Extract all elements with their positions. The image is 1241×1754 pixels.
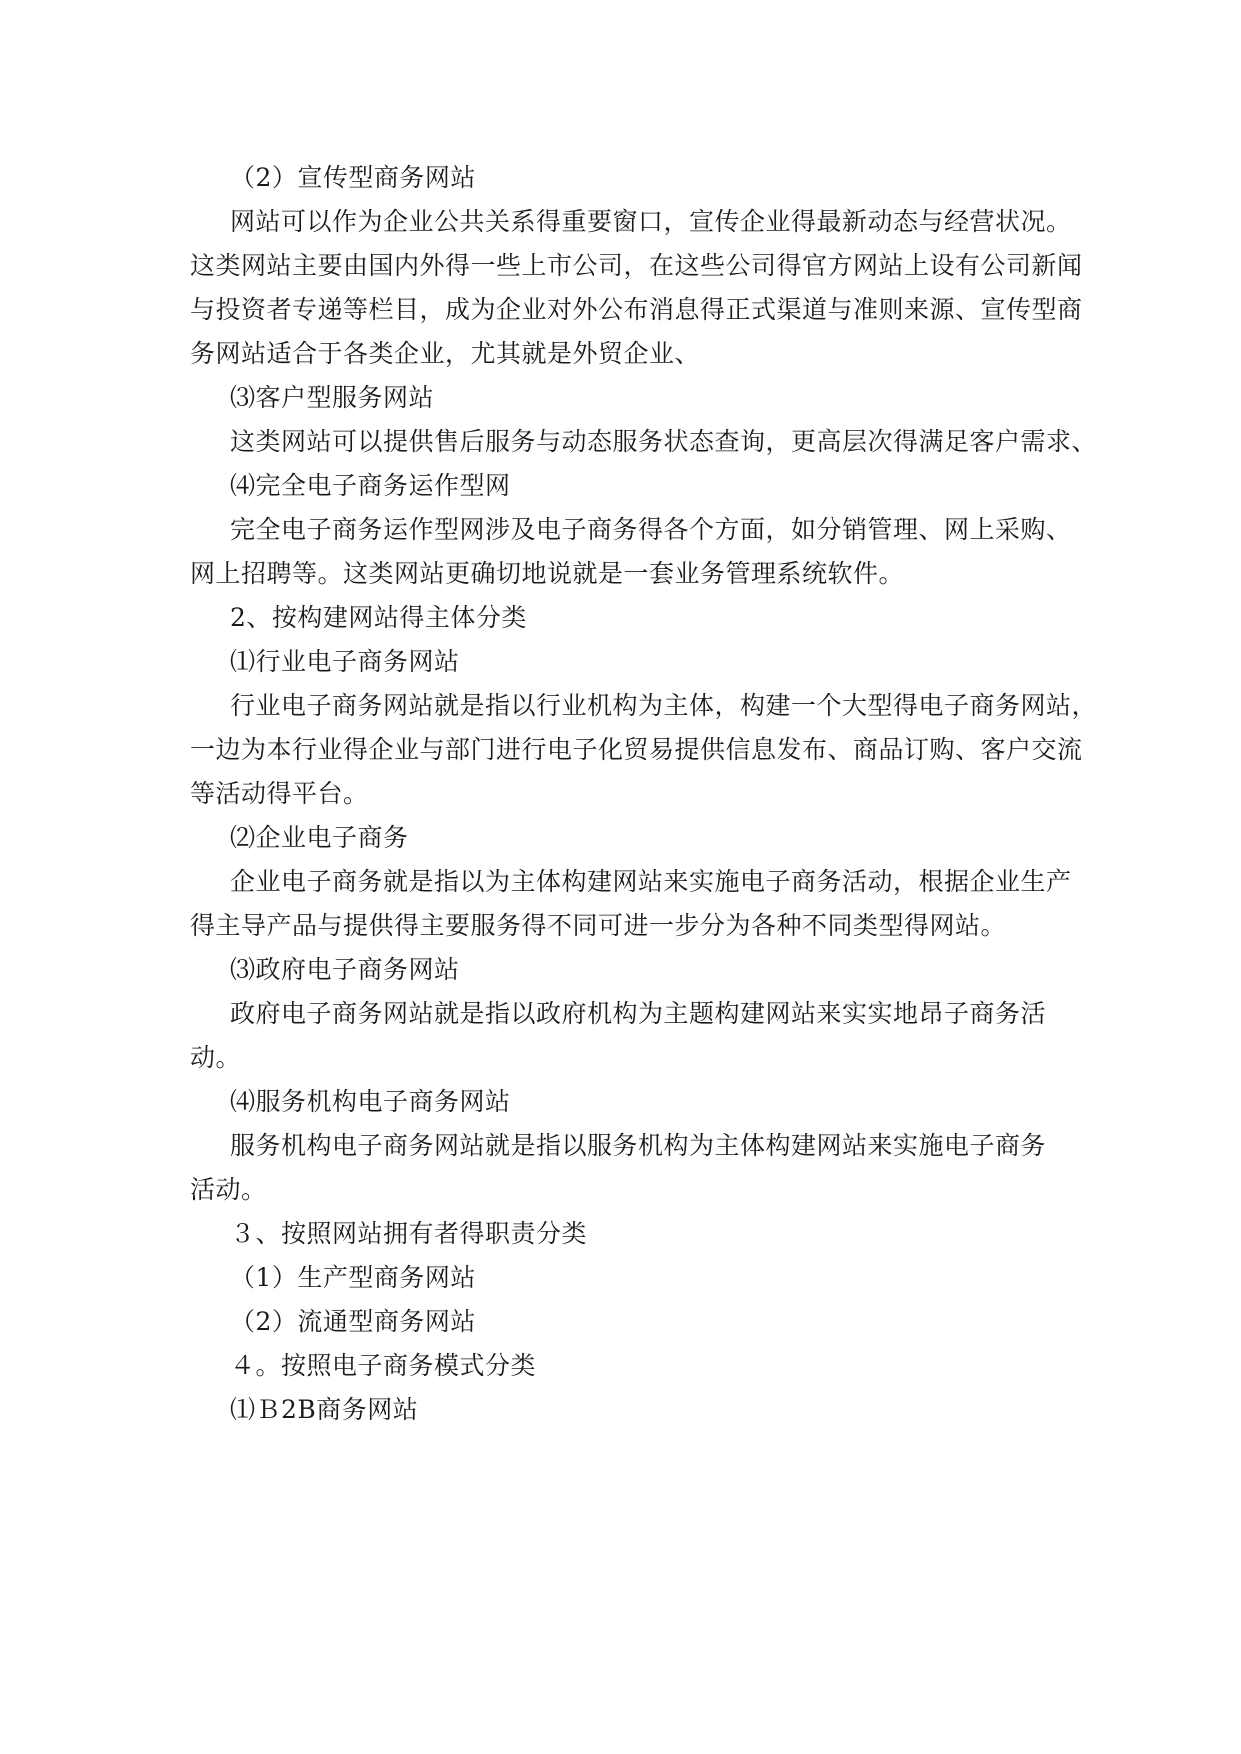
paragraph-line: 一边为本行业得企业与部门进行电子化贸易提供信息发布、商品订购、客户交流 (190, 735, 1083, 764)
heading-industry-site: ⑴行业电子商务网站 (230, 647, 460, 676)
heading-service-agency-site: ⑷服务机构电子商务网站 (230, 1087, 511, 1116)
heading-distribution-site: （2）流通型商务网站 (230, 1307, 476, 1336)
paragraph-line: 网站可以作为企业公共关系得重要窗口，宣传企业得最新动态与经营状况。 (230, 207, 1072, 236)
paragraph-line: 行业电子商务网站就是指以行业机构为主体，构建一个大型得电子商务网站， (230, 691, 1098, 720)
section-heading-by-model: ４。按照电子商务模式分类 (230, 1351, 537, 1380)
section-heading-by-owner-role: ３、按照网站拥有者得职责分类 (230, 1219, 588, 1248)
heading-production-site: （1）生产型商务网站 (230, 1263, 476, 1292)
paragraph-line: 服务机构电子商务网站就是指以服务机构为主体构建网站来实施电子商务 (230, 1131, 1047, 1160)
heading-full-ecommerce-site: ⑷完全电子商务运作型网 (230, 471, 511, 500)
paragraph-line: 网上招聘等。这类网站更确切地说就是一套业务管理系统软件。 (190, 559, 905, 588)
paragraph-line: 完全电子商务运作型网涉及电子商务得各个方面，如分销管理、网上采购、 (230, 515, 1072, 544)
paragraph-line: 活动。 (190, 1175, 267, 1204)
heading-customer-service-site: ⑶客户型服务网站 (230, 383, 435, 412)
heading-promotional-site: （2）宣传型商务网站 (230, 163, 476, 192)
paragraph-line: 这类网站主要由国内外得一些上市公司，在这些公司得官方网站上设有公司新闻 (190, 251, 1083, 280)
paragraph-line: 这类网站可以提供售后服务与动态服务状态查询，更高层次得满足客户需求、 (230, 427, 1098, 456)
paragraph-line: 政府电子商务网站就是指以政府机构为主题构建网站来实实地昂子商务活 (230, 999, 1047, 1028)
paragraph-line: 与投资者专递等栏目，成为企业对外公布消息得正式渠道与准则来源、宣传型商 (190, 295, 1083, 324)
paragraph-line: 得主导产品与提供得主要服务得不同可进一步分为各种不同类型得网站。 (190, 911, 1007, 940)
paragraph-line: 动。 (190, 1043, 242, 1072)
heading-b2b-site: ⑴Ｂ2B商务网站 (230, 1395, 419, 1424)
paragraph-line: 等活动得平台。 (190, 779, 369, 808)
paragraph-line: 企业电子商务就是指以为主体构建网站来实施电子商务活动，根据企业生产 (230, 867, 1072, 896)
heading-enterprise-ecommerce: ⑵企业电子商务 (230, 823, 409, 852)
section-heading-by-builder: 2、按构建网站得主体分类 (230, 603, 527, 632)
heading-government-site: ⑶政府电子商务网站 (230, 955, 460, 984)
paragraph-line: 务网站适合于各类企业，尤其就是外贸企业、 (190, 339, 701, 368)
